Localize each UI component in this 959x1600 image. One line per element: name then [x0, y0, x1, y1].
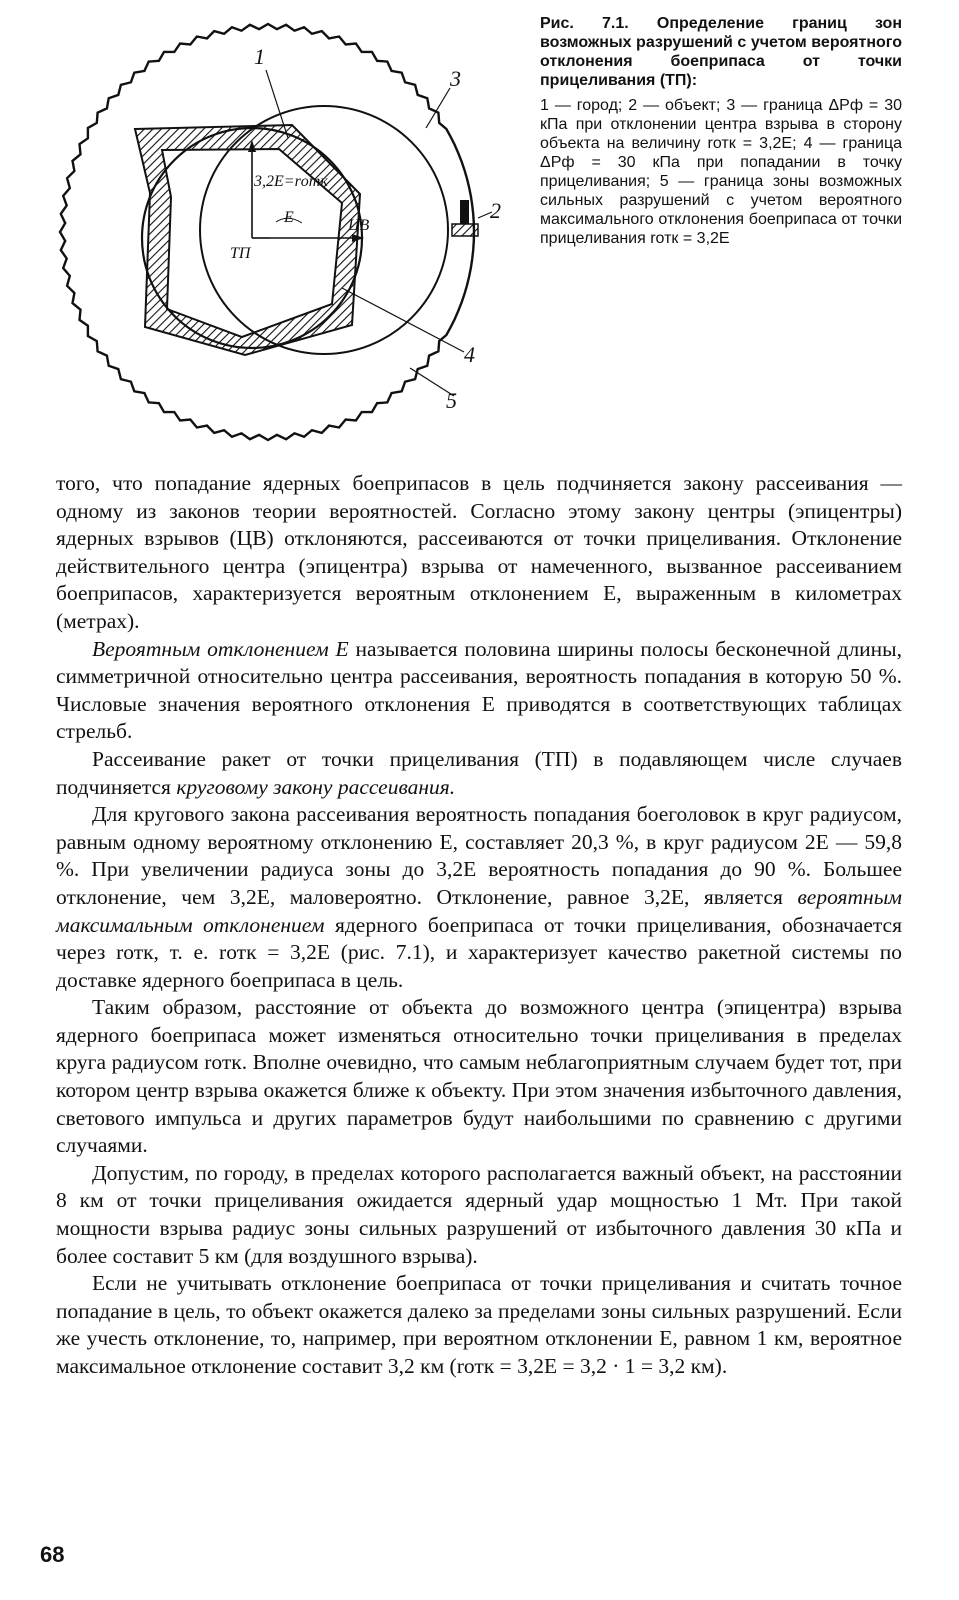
- figure-7-1: [40, 12, 510, 452]
- term-probable-deviation: Вероятным отклонением E: [92, 636, 349, 661]
- label-cv: ЦВ: [348, 217, 370, 234]
- figure-caption: [540, 14, 902, 248]
- paragraph-3: [56, 746, 902, 801]
- paragraph-4: [56, 801, 902, 994]
- label-4: 4: [464, 342, 475, 367]
- paragraph-3-text: Рассеивание ракет от точки прицеливания (ТП) в подавляющем числе случаев подчиняется: [56, 746, 902, 799]
- label-3: 3: [450, 66, 461, 91]
- paragraph-5: Таким образом, расстояние от объекта до возможного центра (эпицентра) взрыва ядерного боеприпаса может изменяться относительно точки прицеливания в пределах круга радиусом rотк. Вполне очевидно, что самым неблагоприятным случаем будет тот, при котором центр взрыва окажется ближе к объекту. При этом значения избыточного давления, светового импульса и других параметров будут наибольшими по сравнению с другими случаями.: [56, 995, 902, 1158]
- paragraph-1: того, что попадание ядерных боеприпасов в цель подчиняется закону рассеивания — одному из законов теории вероятностей. Согласно этому закону центры (эпицентры) ядерных взрывов (ЦВ) отклоняются, рассеиваются от точки прицеливания. Отклонение действительного центра (эпицентра) взрыва от намеченного, вызванное рассеиванием боеприпасов, характеризуется вероятным отклонением E, выраженным в километрах (метрах).: [56, 471, 902, 633]
- paragraph-4-text-a: Для кругового закона рассеивания вероятность попадания боеголовок в круг радиусом, равным одному вероятному отклонению E, составляет 20,3 %, в круг радиусом 2E — 59,8 %. При увеличении радиуса зоны до 3,2E вероятность попадания до 90 %. Большее отклонение, чем 3,2E, маловероятно. Отклонение, равное 3,2E, является: [56, 802, 902, 909]
- paragraph-6: Допустим, по городу, в пределах которого располагается важный объект, на расстоянии 8 км от точки прицеливания ожидается ядерный удар мощностью 1 Мт. При такой мощности взрыва радиус зоны сильных разрушений от избыточного давления 30 кПа и более составит 5 км (для воздушного взрыва).: [56, 1160, 902, 1268]
- body-text: [56, 470, 902, 1381]
- page-number: 68: [40, 1542, 65, 1567]
- caption-legend: 1 — город; 2 — объект; 3 — граница ΔPф = 30 кПа при отклонении центра взрыва в сторону объекта на величину rотк = 3,2E; 4 — граница ΔPф = 30 кПа при попадании в точку прицеливания; 5 — граница зоны возможных сильных разрушений с учетом вероятного максимального отклонения боеприпаса от точки прицеливания rотк = 3,2E: [540, 97, 902, 247]
- term-max-deviation: вероятным максимальным отклонением: [56, 884, 902, 937]
- paragraph-2: [56, 636, 902, 746]
- label-e: E: [284, 209, 294, 226]
- paragraph-2-text: называется половина ширины полосы бесконечной длины, симметричной относительно центра рассеивания, вероятность попадания в которую 50 %. Числовые значения вероятного отклонения E приводятся в соответствующих таблицах стрельб.: [56, 636, 903, 744]
- object-2: [452, 224, 478, 236]
- label-5: 5: [446, 388, 457, 413]
- label-tp: ТП: [230, 245, 251, 262]
- term-circular-law: круговому закону рассеивания.: [176, 774, 456, 799]
- label-1: 1: [254, 44, 265, 69]
- label-2: 2: [490, 198, 501, 223]
- label-radius: 3,2E=rотк: [254, 173, 328, 190]
- paragraph-7: Если не учитывать отклонение боеприпаса от точки прицеливания и считать точное попадание в цель, то объект окажется далеко за пределами зоны сильных разрушений. Если же учесть отклонение, то, например, при вероятном отклонении E, равном 1 км, вероятное максимальное отклонение составит 3,2 км (rотк = 3,2E = 3,2 · 1 = 3,2 км).: [56, 1271, 902, 1378]
- zone-5-boundary: [60, 24, 474, 440]
- caption-title: Рис. 7.1. Определение границ зон возможных разрушений с учетом вероятного отклонения боеприпаса от точки прицеливания (ТП):: [540, 15, 902, 89]
- paragraph-4-text-b: ядерного боеприпаса от точки прицеливания, обозначается через rотк, т. е. rотк = 3,2E (рис. 7.1), и характеризует качество ракетной системы по доставке ядерного боеприпаса в цель.: [56, 912, 902, 992]
